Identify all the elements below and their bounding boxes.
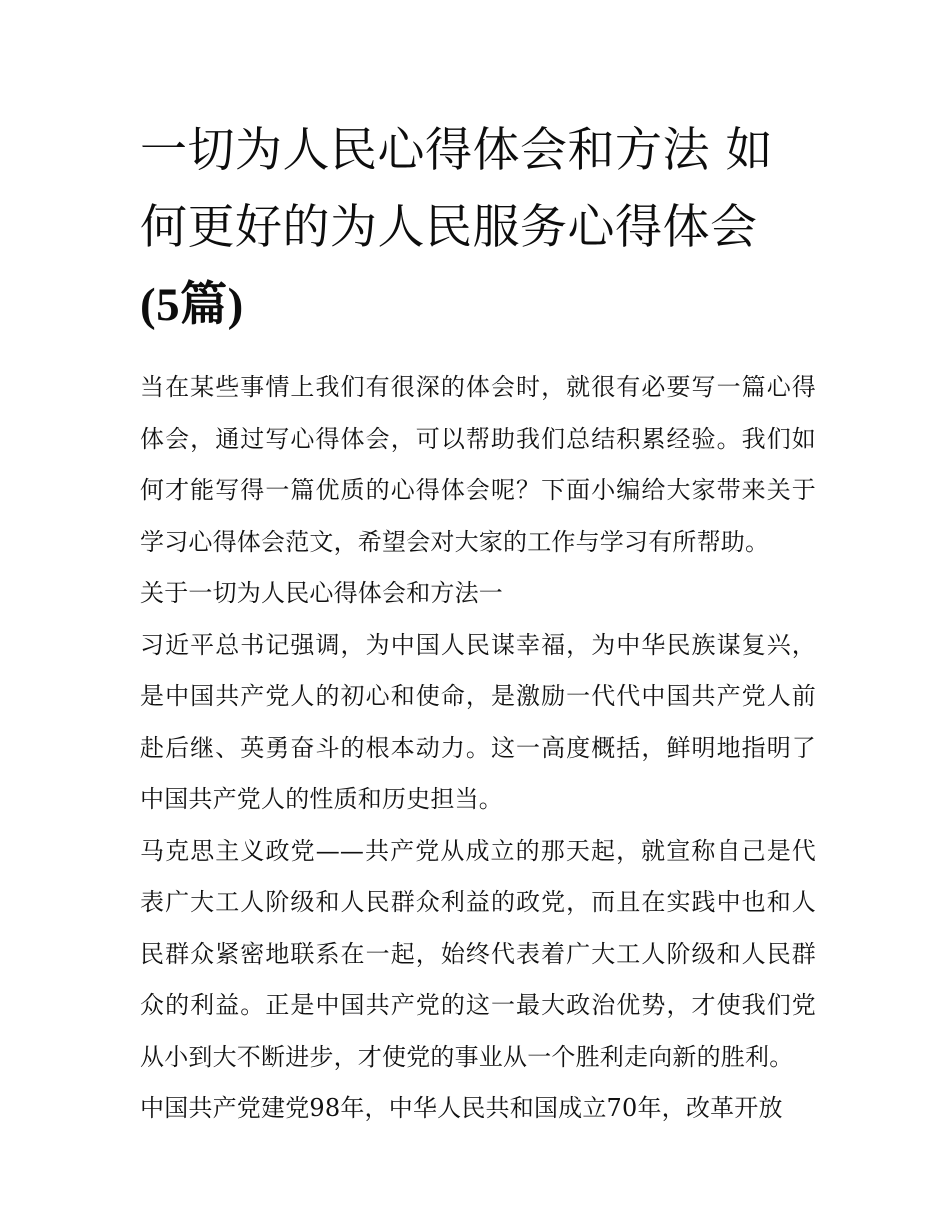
section-heading: 关于一切为人民心得体会和方法一 — [140, 579, 503, 607]
body-paragraph: 马克思主义政党——共产党从成立的那天起，就宣称自己是代表广大工人阶级和人民群众利益的政党，而且在实践中也和人民群众紧密地联系在一起，始终代表着广大工人阶级和人民群众的利益。正是中国共产党的这一最大政治优势，才使我们党从小到大不断进步，才使党的事业从一个胜利走向新的胜利。 — [140, 836, 816, 1071]
intro-paragraph: 当在某些事情上我们有很深的体会时，就很有必要写一篇心得体会，通过写心得体会，可以帮助我们总结积累经验。我们如何才能写得一篇优质的心得体会呢？下面小编给大家带来关于学习心得体会范文，希望会对大家的工作与学习有所帮助。 — [140, 373, 816, 556]
document-page — [140, 112, 816, 1135]
title-paren-open: ( — [140, 279, 157, 331]
body-paragraph: 习近平总书记强调，为中国人民谋幸福，为中华民族谋复兴，是中国共产党人的初心和使命，是激励一代代中国共产党人前赴后继、英勇奋斗的根本动力。这一高度概括，鲜明地指明了中国共产党人的性质和历史担当。 — [140, 630, 816, 813]
title-text: 一切为人民心得体会和方法 如何更好的为人民服务心得体会 — [140, 123, 773, 255]
document-body — [140, 362, 816, 1135]
title-number: 5 — [156, 279, 181, 331]
document-title — [140, 112, 816, 344]
title-paren-text: 篇) — [180, 279, 244, 331]
body-paragraph: 中国共产党建党98年，中华人民共和国成立70年，改革开放 — [140, 1094, 783, 1122]
